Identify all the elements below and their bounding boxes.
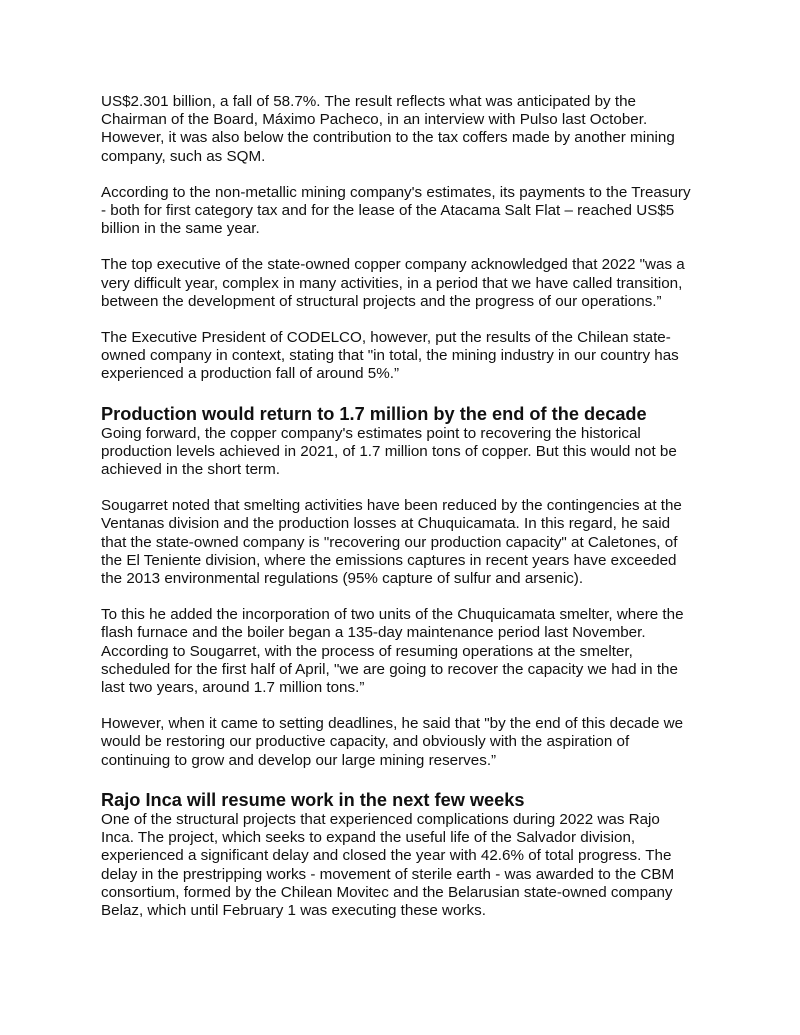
heading-production: Production would return to 1.7 million by the end of the decade xyxy=(101,403,647,424)
paragraph-industry-context: The Executive President of CODELCO, however, put the results of the Chilean state- owned company in context, stating that "in total, the mining industry in our country has experienced a production fall of around 5%.” xyxy=(101,329,679,383)
paragraph-chuquicamata-smelter: To this he added the incorporation of two units of the Chuquicamata smelter, where the flash furnace and the boiler began a 135-day maintenance period last November. According to Sougarret, with the process of resuming operations at the smelter, scheduled for the first half of April, "we are going to recover the capacity we had in the last two years, around 1.7 million tons.” xyxy=(101,606,684,697)
document-page xyxy=(101,93,713,938)
paragraph-production-recovery: Going forward, the copper company's estimates point to recovering the historical production levels achieved in 2021, of 1.7 million tons of copper. But this would not be achieved in the short term. xyxy=(101,424,677,479)
heading-rajo-inca: Rajo Inca will resume work in the next few weeks xyxy=(101,789,525,810)
paragraph-tax-contribution: US$2.301 billion, a fall of 58.7%. The result reflects what was anticipated by the Chairman of the Board, Máximo Pacheco, in an interview with Pulso last October. However, it was also below the contribution to the tax coffers made by another mining company, such as SQM. xyxy=(101,93,675,165)
paragraph-rajo-inca-project: One of the structural projects that experienced complications during 2022 was Rajo Inca. The project, which seeks to expand the useful life of the Salvador division, experienced a significant delay and closed the year with 42.6% of total progress. The delay in the prestripping works - movement of sterile earth - was awarded to the CBM consortium, formed by the Chilean Movitec and the Belarusian state-owned company Belaz, which until February 1 was executing these works. xyxy=(101,810,675,919)
paragraph-deadlines: However, when it came to setting deadlines, he said that "by the end of this decade we would be restoring our productive capacity, and obviously with the aspiration of continuing to grow and develop our large mining reserves.” xyxy=(101,715,684,769)
paragraph-smelting-activities: Sougarret noted that smelting activities have been reduced by the contingencies at the Ventanas division and the production losses at Chuquicamata. In this regard, he said that the state-owned company is "recovering our production capacity" at Caletones, of the El Teniente division, where the emissions captures in recent years have exceeded the 2013 environmental regulations (95% capture of sulfur and arsenic). xyxy=(101,497,682,588)
paragraph-sqm-estimates: According to the non-metallic mining company's estimates, its payments to the Treasury - both for first category tax and for the lease of the Atacama Salt Flat – reached US$5 billion in the same year. xyxy=(101,183,691,238)
paragraph-difficult-year: The top executive of the state-owned copper company acknowledged that 2022 "was a very difficult year, complex in many activities, in a period that we have called transition, between the development of structural projects and the progress of our operations.” xyxy=(101,256,685,310)
